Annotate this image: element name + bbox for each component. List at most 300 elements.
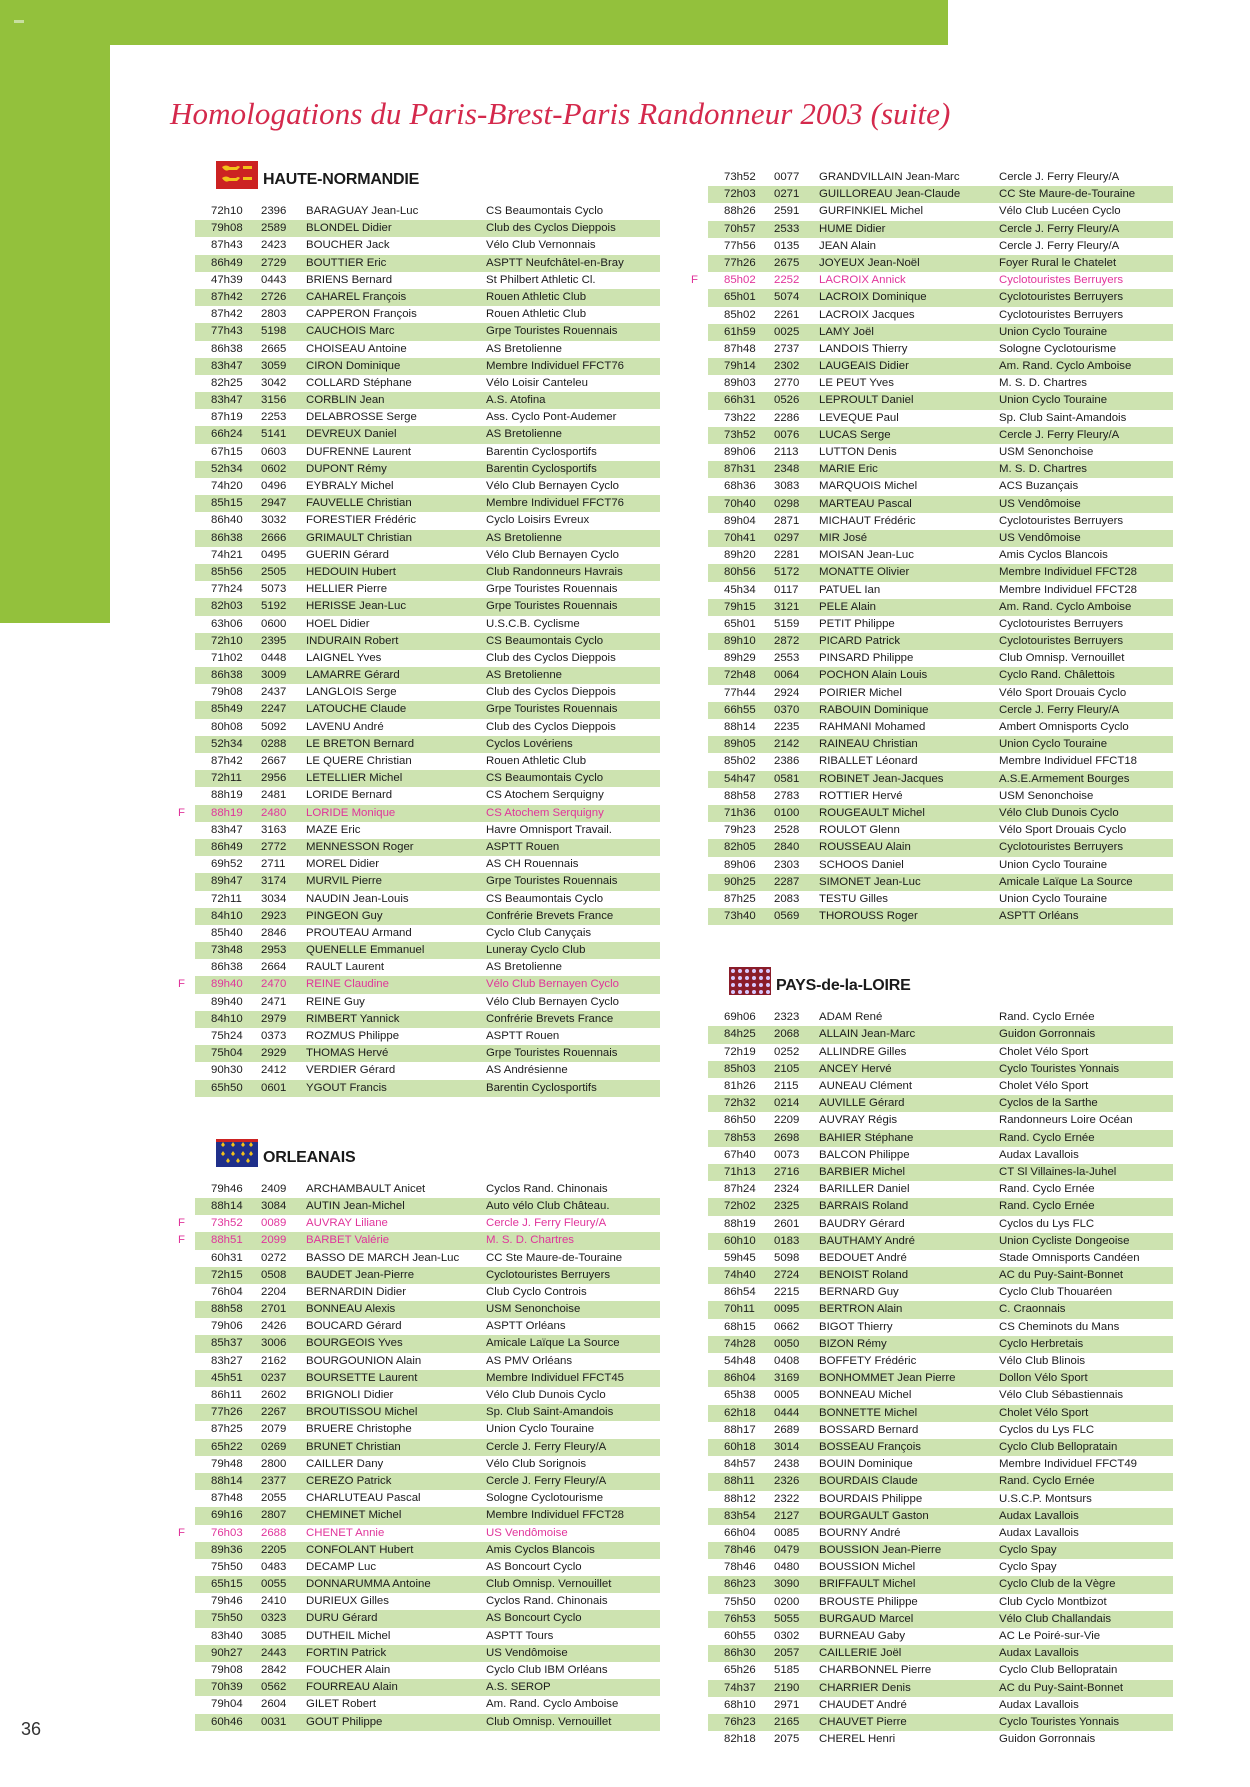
row-club: Sp. Club Saint-Amandois	[999, 411, 1127, 424]
table-row	[195, 787, 660, 804]
row-number: 0408	[774, 1355, 800, 1367]
row-number: 2770	[774, 377, 800, 390]
row-time: 78h46	[724, 1544, 756, 1557]
row-time: 85h02	[724, 274, 756, 287]
row-name: HEDOUIN Hubert	[306, 565, 396, 578]
row-name: BENOIST Roland	[819, 1269, 909, 1282]
row-number: 2726	[261, 290, 287, 303]
row-name: DUTHEIL Michel	[306, 1629, 391, 1642]
row-time: 77h44	[724, 686, 756, 699]
row-time: 82h25	[211, 376, 243, 389]
row-name: RAULT Laurent	[306, 961, 385, 974]
table-row	[708, 547, 1173, 564]
row-name: GUERIN Gérard	[306, 548, 389, 561]
row-club: AC Le Poiré-sur-Vie	[999, 1630, 1101, 1642]
row-club: CS Atochem Serquigny	[486, 806, 604, 819]
row-club: Cercle J. Ferry Fleury/A	[999, 428, 1120, 441]
row-time: 89h03	[724, 377, 756, 390]
row-time: 86h40	[211, 514, 243, 527]
row-name: QUENELLE Emmanuel	[306, 944, 425, 957]
row-name: BONHOMMET Jean Pierre	[819, 1372, 956, 1385]
row-name: ROTTIER Hervé	[819, 789, 903, 802]
right-column	[691, 169, 1173, 1748]
row-name: HUME Didier	[819, 222, 886, 235]
row-number: 2209	[774, 1114, 800, 1127]
row-number: 2127	[774, 1509, 800, 1522]
row-name: CHAUVET Pierre	[819, 1715, 907, 1728]
row-number: 2252	[774, 274, 800, 287]
row-club: Rand. Cyclo Ernée	[999, 1475, 1095, 1488]
row-number: 0077	[774, 171, 800, 183]
row-name: VERDIER Gérard	[306, 1064, 396, 1077]
table-row	[708, 599, 1173, 616]
table-row	[708, 1731, 1173, 1748]
row-name: LAVENU André	[306, 720, 384, 733]
row-number: 2324	[774, 1183, 800, 1196]
row-time: 87h25	[724, 892, 756, 905]
row-number: 0569	[774, 910, 800, 923]
row-time: 74h20	[211, 480, 243, 492]
row-number: 2303	[774, 858, 800, 871]
row-time: 89h05	[724, 738, 756, 751]
row-name: BAHIER Stéphane	[819, 1131, 914, 1144]
table-row	[195, 736, 660, 753]
table-row	[708, 1130, 1173, 1147]
row-gender-flag: F	[178, 978, 185, 991]
row-club: Membre Individuel FFCT76	[486, 359, 625, 372]
row-number: 0602	[261, 462, 287, 475]
table-row	[708, 1611, 1173, 1628]
row-number: 3169	[774, 1372, 800, 1385]
row-number: 5159	[774, 617, 800, 630]
row-name: THOROUSS Roger	[819, 910, 918, 923]
row-number: 0496	[261, 480, 287, 492]
row-club: Union Cyclo Touraine	[999, 738, 1108, 751]
table-row	[708, 1525, 1173, 1542]
row-name: CHENET Annie	[306, 1526, 385, 1539]
table-row	[708, 650, 1173, 667]
table-row	[195, 1610, 660, 1627]
row-club: Vélo Sport Drouais Cyclo	[999, 686, 1127, 699]
row-club: Cyclo Touristes Yonnais	[999, 1715, 1120, 1728]
table-row	[178, 1215, 660, 1232]
row-name: RIBALLET Léonard	[819, 755, 918, 768]
row-time: 89h40	[211, 995, 243, 1008]
table-row	[708, 1405, 1173, 1422]
row-club: CC Ste Maure-de-Touraine	[486, 1251, 623, 1264]
row-club: ASPTT Rouen	[486, 1030, 560, 1042]
row-name: PROUTEAU Armand	[306, 926, 412, 939]
row-number: 2711	[261, 858, 286, 871]
row-time: 86h23	[724, 1578, 756, 1591]
row-number: 0662	[774, 1320, 800, 1333]
row-time: 86h38	[211, 669, 243, 682]
row-time: 60h18	[724, 1440, 756, 1453]
row-name: PATUEL Ian	[819, 583, 881, 596]
table-row	[708, 221, 1173, 238]
row-time: 88h12	[724, 1492, 756, 1505]
row-number: 2666	[261, 531, 287, 544]
row-club: Vélo Club Bernayen Cyclo	[486, 978, 619, 991]
row-club: Membre Individuel FFCT45	[486, 1371, 625, 1384]
row-time: 88h11	[724, 1475, 755, 1488]
row-club: Grpe Touristes Rouennais	[486, 600, 618, 613]
row-number: 0095	[774, 1303, 800, 1316]
table-row	[195, 323, 660, 340]
row-time: 88h58	[211, 1303, 243, 1316]
row-club: Cyclo Club IBM Orléans	[486, 1664, 608, 1676]
table-row	[195, 547, 660, 564]
row-name: SIMONET Jean-Luc	[819, 875, 921, 888]
table-row	[195, 392, 660, 409]
row-club: A.S. SEROP	[486, 1681, 551, 1694]
row-number: 2205	[261, 1543, 287, 1556]
table-row	[708, 1181, 1173, 1198]
page-title: Homologations du Paris-Brest-Paris Randonneur 2003 (suite)	[170, 96, 951, 131]
row-name: RAHMANI Mohamed	[819, 721, 926, 733]
row-name: COLLARD Stéphane	[306, 376, 412, 389]
row-club: US Vendômoise	[486, 1646, 568, 1659]
row-club: Stade Omnisports Candéen	[999, 1251, 1140, 1264]
table-row	[708, 564, 1173, 581]
row-gender-flag: F	[178, 806, 185, 819]
row-name: ROBINET Jean-Jacques	[819, 772, 944, 785]
table-row	[195, 1714, 660, 1731]
row-name: PICARD Patrick	[819, 635, 901, 648]
row-number: 5192	[261, 600, 287, 613]
row-number: 2267	[261, 1406, 287, 1419]
row-number: 0479	[774, 1544, 800, 1557]
row-club: Grpe Touristes Rouennais	[486, 1047, 618, 1060]
row-number: 2396	[261, 205, 287, 217]
row-name: REINE Claudine	[306, 978, 389, 991]
row-time: 76h03	[211, 1526, 243, 1539]
row-name: BROUTISSOU Michel	[306, 1406, 418, 1419]
row-club: Cercle J. Ferry Fleury/A	[999, 222, 1120, 235]
row-time: 84h25	[724, 1028, 756, 1041]
row-number: 3174	[261, 875, 287, 888]
table-row	[195, 461, 660, 478]
row-name: CHAUDET André	[819, 1698, 907, 1711]
row-number: 2480	[261, 806, 287, 819]
table-row	[708, 1645, 1173, 1662]
row-time: 84h57	[724, 1458, 756, 1471]
table-row	[708, 839, 1173, 856]
table-row	[708, 169, 1173, 186]
row-club: Auto vélo Club Château.	[486, 1199, 610, 1212]
row-club: Confrérie Brevets France	[486, 1012, 614, 1025]
table-row	[195, 942, 660, 959]
table-row	[708, 238, 1173, 255]
row-club: AS Bretolienne	[486, 961, 562, 974]
table-row	[195, 1028, 660, 1045]
row-time: 73h52	[724, 171, 756, 183]
row-name: CHARLUTEAU Pascal	[306, 1492, 421, 1505]
table-row	[195, 1011, 660, 1028]
row-time: 52h34	[211, 737, 243, 750]
row-time: 88h51	[211, 1234, 243, 1247]
row-time: 89h06	[724, 858, 756, 871]
row-number: 2235	[774, 721, 800, 733]
row-time: 45h51	[211, 1371, 243, 1384]
row-name: ANCEY Hervé	[819, 1062, 892, 1075]
left-column	[178, 169, 660, 1731]
row-time: 83h47	[211, 394, 243, 407]
table-row	[708, 1267, 1173, 1284]
row-club: Vélo Club Bernayen Cyclo	[486, 548, 619, 561]
row-time: 76h23	[724, 1715, 756, 1728]
table-row	[195, 512, 660, 529]
row-name: LACROIX Annick	[819, 274, 906, 287]
table-row	[708, 307, 1173, 324]
row-club: Barentin Cyclosportifs	[486, 462, 597, 475]
table-row	[195, 409, 660, 426]
row-time: 86h38	[211, 531, 243, 544]
row-club: Audax Lavallois	[999, 1526, 1079, 1539]
row-name: BERNARDIN Didier	[306, 1285, 407, 1298]
row-number: 2105	[774, 1062, 800, 1075]
row-number: 2953	[261, 944, 287, 957]
row-number: 2099	[261, 1234, 287, 1247]
table-row	[195, 719, 660, 736]
row-time: 77h26	[724, 256, 756, 269]
row-number: 2113	[774, 446, 799, 458]
table-row	[708, 478, 1173, 495]
row-club: Grpe Touristes Rouennais	[486, 583, 618, 596]
row-time: 65h22	[211, 1440, 243, 1453]
row-number: 2698	[774, 1131, 800, 1144]
row-time: 83h47	[211, 823, 243, 836]
row-name: LUTTON Denis	[819, 446, 897, 458]
row-time: 79h06	[211, 1320, 243, 1333]
row-time: 88h17	[724, 1423, 756, 1436]
table-row	[708, 461, 1173, 478]
row-club: Cyclo Spay	[999, 1561, 1057, 1574]
row-number: 2377	[261, 1474, 287, 1487]
row-club: Cercle J. Ferry Fleury/A	[486, 1217, 607, 1230]
row-time: 69h52	[211, 858, 243, 871]
table-row	[708, 1095, 1173, 1112]
row-number: 2929	[261, 1047, 287, 1060]
row-number: 2386	[774, 755, 800, 768]
row-club: Cercle J. Ferry Fleury/A	[999, 703, 1120, 716]
row-time: 79h14	[724, 360, 756, 373]
table-row	[195, 1645, 660, 1662]
page-number: 36	[21, 1719, 42, 1739]
table-row	[195, 667, 660, 684]
row-time: 86h38	[211, 342, 243, 355]
row-time: 81h26	[724, 1080, 756, 1092]
row-time: 65h50	[211, 1081, 243, 1094]
row-name: HELLIER Pierre	[306, 583, 388, 596]
row-number: 2803	[261, 308, 287, 321]
row-club: Confrérie Brevets France	[486, 909, 614, 922]
table-row	[708, 1164, 1173, 1181]
row-time: 66h24	[211, 428, 243, 441]
row-number: 3084	[261, 1199, 287, 1212]
row-club: Vélo Club Lucéen Cyclo	[999, 205, 1121, 218]
row-name: AUVILLE Gérard	[819, 1097, 905, 1110]
row-club: Cyclos Rand. Chinonais	[486, 1182, 608, 1195]
row-club: Cyclotouristes Berruyers	[999, 291, 1124, 304]
row-club: AS PMV Orléans	[486, 1354, 573, 1367]
table-row	[195, 203, 660, 220]
row-club: Cyclo Loisirs Evreux	[486, 514, 590, 527]
row-time: 88h14	[211, 1199, 243, 1212]
row-number: 0508	[261, 1268, 287, 1281]
row-time: 65h26	[724, 1664, 756, 1677]
row-club: Club des Cyclos Dieppois	[486, 222, 616, 235]
row-time: 76h53	[724, 1612, 756, 1625]
row-time: 45h34	[724, 583, 756, 596]
row-number: 2589	[261, 222, 287, 235]
row-number: 2979	[261, 1012, 287, 1025]
table-row	[195, 1181, 660, 1198]
row-club: Cyclotouristes Berruyers	[999, 274, 1124, 287]
row-number: 5141	[261, 428, 287, 441]
table-row	[708, 1112, 1173, 1129]
row-club: Cercle J. Ferry Fleury/A	[999, 239, 1120, 252]
row-name: LANDOIS Thierry	[819, 342, 908, 355]
table-row	[708, 1662, 1173, 1679]
table-row	[195, 1456, 660, 1473]
row-club: Cyclos de la Sarthe	[999, 1097, 1098, 1110]
row-time: 74h28	[724, 1337, 756, 1350]
green-header-band	[0, 0, 948, 45]
table-row	[195, 1439, 660, 1456]
row-name: BOUIN Dominique	[819, 1458, 913, 1471]
row-name: ARCHAMBAULT Anicet	[306, 1182, 426, 1195]
row-name: MURVIL Pierre	[306, 875, 382, 888]
table-row	[708, 375, 1173, 392]
row-number: 0135	[774, 239, 800, 252]
table-row	[708, 1714, 1173, 1731]
row-name: BOURDAIS Claude	[819, 1475, 918, 1488]
row-club: M. S. D. Chartres	[999, 463, 1087, 476]
row-number: 2247	[261, 703, 287, 716]
table-row	[708, 1044, 1173, 1061]
row-time: 68h15	[724, 1320, 756, 1333]
row-club: ASPTT Orléans	[486, 1320, 566, 1333]
row-name: BERTRON Alain	[819, 1303, 903, 1316]
table-row	[195, 1507, 660, 1524]
table-row	[195, 633, 660, 650]
row-number: 0269	[261, 1440, 287, 1453]
row-time: 67h15	[211, 445, 243, 458]
row-club: Audax Lavallois	[999, 1509, 1079, 1522]
row-number: 2286	[774, 411, 800, 424]
row-club: CT Sl Villaines-la-Juhel	[999, 1165, 1117, 1178]
row-name: BAUDET Jean-Pierre	[306, 1268, 415, 1281]
row-number: 2924	[774, 686, 800, 699]
row-club: Cyclotouristes Berruyers	[999, 308, 1124, 321]
table-row	[708, 1301, 1173, 1318]
row-name: BONNEAU Michel	[819, 1389, 912, 1402]
row-club: Union Cyclo Touraine	[999, 858, 1108, 871]
row-club: Membre Individuel FFCT76	[486, 497, 625, 510]
row-club: CS Atochem Serquigny	[486, 789, 604, 802]
row-club: Union Cyclo Touraine	[999, 892, 1108, 905]
table-row	[195, 1335, 660, 1352]
row-club: Sp. Club Saint-Amandois	[486, 1406, 614, 1419]
row-time: 73h52	[724, 428, 756, 441]
row-club: Cercle J. Ferry Fleury/A	[486, 1474, 607, 1487]
table-row	[195, 959, 660, 976]
row-name: BOURGAULT Gaston	[819, 1509, 929, 1522]
row-number: 2395	[261, 634, 287, 647]
row-club: Randonneurs Loire Océan	[999, 1114, 1133, 1127]
row-time: 73h22	[724, 411, 756, 424]
row-name: HERISSE Jean-Luc	[306, 600, 407, 613]
row-number: 2348	[774, 463, 800, 476]
row-number: 2688	[261, 1526, 287, 1539]
row-club: US Vendômoise	[999, 497, 1081, 510]
row-name: BERNARD Guy	[819, 1286, 899, 1299]
row-number: 0288	[261, 737, 287, 750]
table-row	[708, 685, 1173, 702]
row-name: BALCON Philippe	[819, 1148, 910, 1161]
row-club: Amis Cyclos Blancois	[999, 549, 1108, 562]
row-name: INDURAIN Robert	[306, 634, 399, 647]
row-number: 3085	[261, 1629, 287, 1642]
row-name: LEPROULT Daniel	[819, 394, 914, 407]
table-row	[708, 891, 1173, 908]
row-time: 65h01	[724, 291, 756, 304]
row-club: CS Beaumontais Cyclo	[486, 892, 604, 905]
table-row	[708, 582, 1173, 599]
row-time: 88h26	[724, 205, 756, 218]
row-time: 63h06	[211, 617, 243, 630]
row-club: USM Senonchoise	[999, 789, 1094, 802]
table-row	[708, 444, 1173, 461]
row-number: 0298	[774, 497, 800, 510]
row-name: RABOUIN Dominique	[819, 703, 929, 716]
row-time: 75h50	[211, 1612, 243, 1625]
row-name: SCHOOS Daniel	[819, 858, 904, 871]
row-number: 2057	[774, 1647, 800, 1660]
row-time: 52h34	[211, 462, 243, 475]
section-header	[708, 957, 1173, 1009]
row-time: 79h08	[211, 222, 243, 235]
row-time: 86h49	[211, 256, 243, 269]
table-row	[195, 1370, 660, 1387]
row-time: 72h11	[211, 772, 242, 785]
table-row	[195, 255, 660, 272]
row-number: 2602	[261, 1389, 287, 1401]
row-name: BRIENS Bernard	[306, 273, 393, 286]
row-time: 87h31	[724, 463, 756, 476]
row-club: Cyclos Lovériens	[486, 737, 573, 750]
row-name: BARBIER Michel	[819, 1165, 906, 1178]
row-club: Club Cyclo Montbizot	[999, 1595, 1107, 1608]
table-row	[708, 513, 1173, 530]
row-club: AS Bretolienne	[486, 531, 562, 544]
row-club: Membre Individuel FFCT28	[486, 1509, 625, 1522]
row-name: ALLAIN Jean-Marc	[819, 1028, 916, 1041]
row-name: CAUCHOIS Marc	[306, 325, 395, 338]
row-club: Cyclotouristes Berruyers	[999, 514, 1124, 527]
row-club: Audax Lavallois	[999, 1647, 1079, 1660]
row-club: Dollon Vélo Sport	[999, 1372, 1088, 1385]
row-name: GRANDVILLAIN Jean-Marc	[819, 171, 960, 183]
row-club: ASPTT Orléans	[999, 910, 1079, 923]
row-number: 0005	[774, 1389, 800, 1402]
row-name: BONNEAU Alexis	[306, 1303, 396, 1316]
row-name: CHEREL Henri	[819, 1733, 896, 1746]
row-club: Vélo Club Dunois Cyclo	[999, 806, 1119, 819]
row-time: 70h40	[724, 497, 756, 510]
row-name: BIZON Rémy	[819, 1337, 887, 1350]
